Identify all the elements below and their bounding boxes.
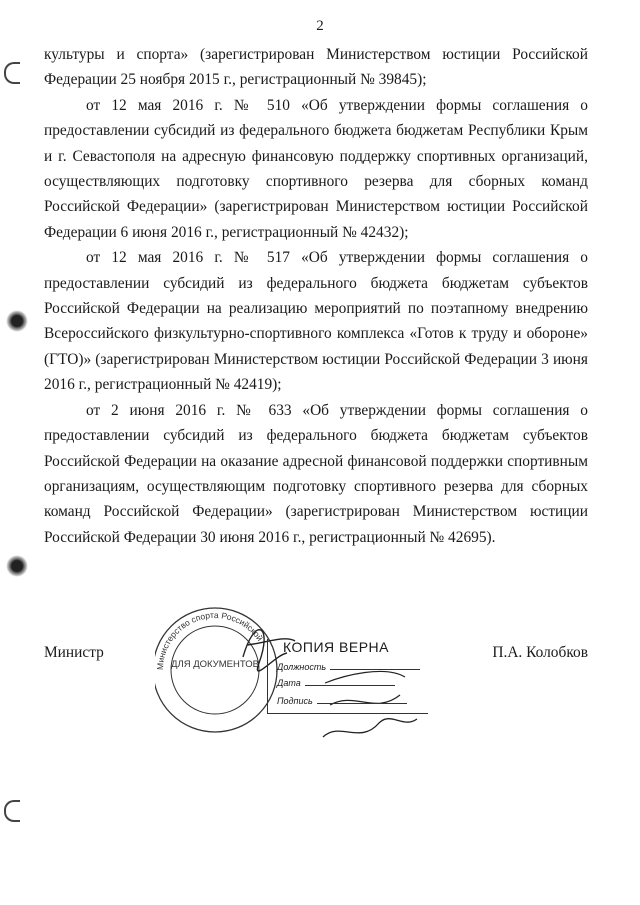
- document-body: [44, 42, 588, 550]
- paragraph-1: культуры и спорта» (зарегистрирован Министерством юстиции Российской Федерации 25 ноября 2015 г., регистрационный № 39845);: [44, 46, 588, 89]
- certified-copy-stamp: [155, 595, 455, 745]
- punch-hole-icon: [6, 310, 28, 332]
- paragraph-4: от 2 июня 2016 г. № 633 «Об утверждении формы соглашения о предоставлении субсидий из федерального бюджета бюджетам субъектов Российской Федерации на оказание адресной финансовой поддержки спортивным организациям, осуществляющим подготовку спортивного резерва для сборных команд Российской Федерации» (зарегистрирован Министерством юстиции Российской Федерации 30 июня 2016 г., регистрационный № 42695).: [44, 401, 588, 546]
- stamp-signature-label: Подпись: [277, 696, 313, 706]
- stamp-date-line: [277, 677, 395, 688]
- signatory-name: П.А. Колобков: [492, 644, 588, 661]
- seal-ring-text: Министерство спорта Российской: [155, 609, 266, 671]
- binding-mark-icon: [4, 800, 20, 822]
- stamp-title: КОПИЯ ВЕРНА: [283, 639, 389, 655]
- stamp-position-line: [277, 661, 420, 672]
- page-number: 2: [316, 18, 324, 34]
- signatory-title: Министр: [44, 644, 104, 661]
- seal-center-text: ДЛЯ ДОКУМЕНТОВ: [171, 659, 259, 670]
- punch-hole-icon: [6, 555, 28, 577]
- stamp-date-label: Дата: [277, 678, 301, 688]
- paragraph-2: от 12 мая 2016 г. № 510 «Об утверждении формы соглашения о предоставлении субсидий из федерального бюджета бюджетам Республики Крым и г. Севастополя на адресную финансовую поддержку спортивных организаций, осуществляющих подготовку спортивного резерва для сборных команд Российской Федерации» (зарегистрирован Министерством юстиции Российской Федерации 6 июня 2016 г., регистрационный № 42432);: [44, 96, 588, 241]
- stamp-position-label: Должность: [277, 662, 327, 672]
- binding-mark-icon: [4, 62, 20, 84]
- stamp-signature-line: [277, 695, 407, 706]
- paragraph-3: от 12 мая 2016 г. № 517 «Об утверждении формы соглашения о предоставлении субсидий из федерального бюджета бюджетам субъектов Российской Федерации на реализацию мероприятий по поэтапному внедрению Всероссийского физкультурно-спортивного комплекса «Готов к труду и обороне» (ГТО)» (зарегистрирован Министерством юстиции Российской Федерации 3 июня 2016 г., регистрационный № 42419);: [44, 249, 588, 394]
